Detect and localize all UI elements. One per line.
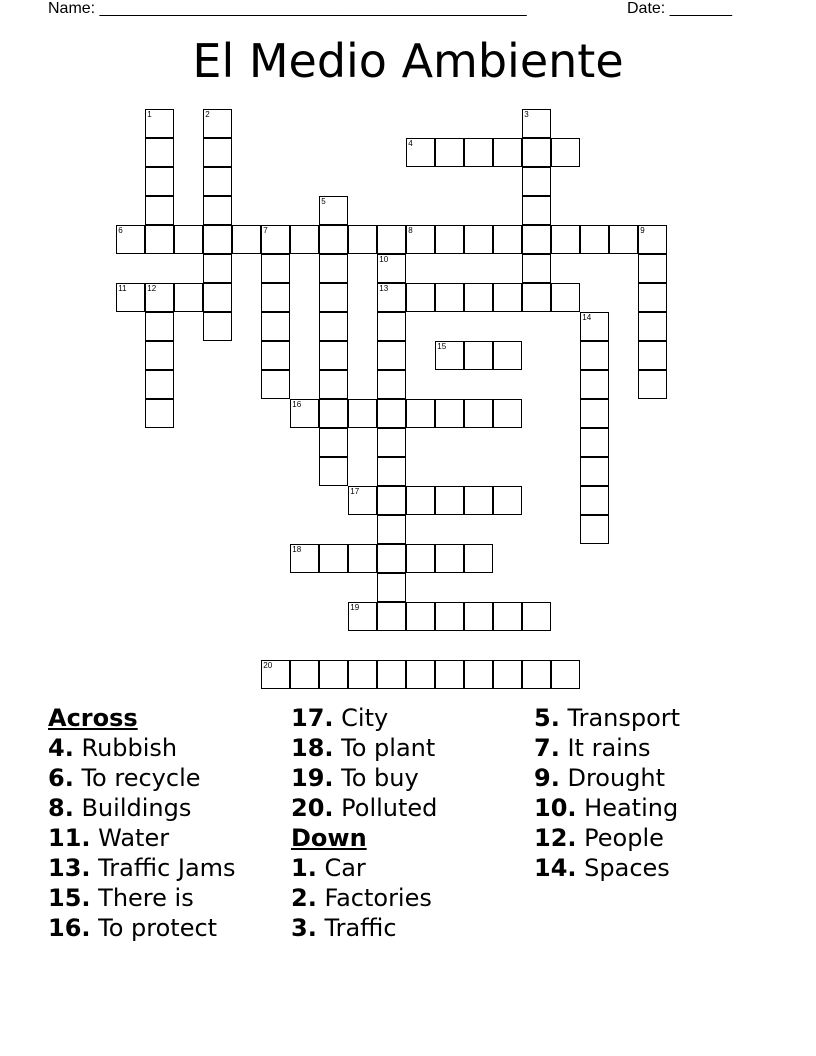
- grid-cell[interactable]: [145, 341, 174, 370]
- grid-cell[interactable]: [638, 283, 667, 312]
- cell-number: 9: [640, 226, 645, 236]
- grid-cell[interactable]: [406, 602, 435, 631]
- grid-cell[interactable]: [435, 399, 464, 428]
- grid-cell[interactable]: [464, 544, 493, 573]
- grid-cell[interactable]: [522, 167, 551, 196]
- grid-cell[interactable]: [203, 138, 232, 167]
- cell-number: 3: [524, 110, 529, 120]
- clue-across-11: 11. Water: [48, 824, 170, 852]
- grid-cell[interactable]: [377, 660, 406, 689]
- grid-cell[interactable]: [493, 399, 522, 428]
- grid-cell[interactable]: [406, 544, 435, 573]
- clue-across-16: 16. To protect: [48, 914, 218, 942]
- date-field-label[interactable]: Date: _______: [627, 0, 732, 17]
- cell-number: 16: [292, 400, 302, 410]
- grid-cell[interactable]: [377, 283, 406, 312]
- grid-cell[interactable]: [290, 399, 319, 428]
- grid-cell[interactable]: [377, 225, 406, 254]
- grid-cell[interactable]: [203, 109, 232, 138]
- cell-number: 20: [263, 661, 273, 671]
- grid-cell[interactable]: [580, 486, 609, 515]
- grid-cell[interactable]: [174, 225, 203, 254]
- grid-cell[interactable]: [203, 225, 232, 254]
- grid-cell[interactable]: [435, 660, 464, 689]
- grid-cell[interactable]: [290, 544, 319, 573]
- grid-cell[interactable]: [493, 660, 522, 689]
- cell-number: 19: [350, 603, 360, 613]
- grid-cell[interactable]: [116, 283, 145, 312]
- cell-number: 2: [205, 110, 210, 120]
- clues-column-2: [291, 703, 531, 943]
- grid-cell[interactable]: [377, 573, 406, 602]
- grid-cell[interactable]: [116, 225, 145, 254]
- grid-cell[interactable]: [493, 283, 522, 312]
- clue-across-18: 18. To plant: [291, 734, 436, 762]
- cell-number: 10: [379, 255, 389, 265]
- clue-down-12: 12. People: [534, 824, 664, 852]
- grid-cell[interactable]: [406, 283, 435, 312]
- grid-cell[interactable]: [522, 283, 551, 312]
- grid-cell[interactable]: [638, 370, 667, 399]
- grid-cell[interactable]: [348, 225, 377, 254]
- grid-cell[interactable]: [261, 370, 290, 399]
- grid-cell[interactable]: [145, 370, 174, 399]
- grid-cell[interactable]: [261, 254, 290, 283]
- grid-cell[interactable]: [522, 196, 551, 225]
- grid-cell[interactable]: [145, 167, 174, 196]
- grid-cell[interactable]: [319, 660, 348, 689]
- grid-cell[interactable]: [551, 138, 580, 167]
- grid-cell[interactable]: [493, 138, 522, 167]
- grid-cell[interactable]: [638, 254, 667, 283]
- clue-across-6: 6. To recycle: [48, 764, 201, 792]
- grid-cell[interactable]: [580, 428, 609, 457]
- clue-across-8: 8. Buildings: [48, 794, 192, 822]
- grid-cell[interactable]: [638, 225, 667, 254]
- grid-cell[interactable]: [406, 660, 435, 689]
- grid-cell[interactable]: [145, 283, 174, 312]
- grid-cell[interactable]: [377, 486, 406, 515]
- grid-cell[interactable]: [290, 660, 319, 689]
- grid-cell[interactable]: [203, 167, 232, 196]
- grid-cell[interactable]: [145, 399, 174, 428]
- grid-cell[interactable]: [464, 399, 493, 428]
- grid-cell[interactable]: [377, 602, 406, 631]
- grid-cell[interactable]: [348, 602, 377, 631]
- grid-cell[interactable]: [319, 370, 348, 399]
- cell-number: 1: [147, 110, 152, 120]
- grid-cell[interactable]: [551, 660, 580, 689]
- crossword-grid: [117, 110, 677, 700]
- grid-cell[interactable]: [580, 341, 609, 370]
- grid-cell[interactable]: [493, 602, 522, 631]
- grid-cell[interactable]: [377, 341, 406, 370]
- grid-cell[interactable]: [609, 225, 638, 254]
- grid-cell[interactable]: [435, 225, 464, 254]
- cell-number: 11: [118, 284, 127, 294]
- grid-cell[interactable]: [435, 486, 464, 515]
- grid-cell[interactable]: [580, 515, 609, 544]
- name-field-label[interactable]: Name: ________________________________________________: [48, 0, 527, 17]
- clue-across-19: 19. To buy: [291, 764, 419, 792]
- grid-cell[interactable]: [638, 312, 667, 341]
- grid-cell[interactable]: [319, 254, 348, 283]
- clue-down-3: 3. Traffic: [291, 914, 397, 942]
- grid-cell[interactable]: [464, 283, 493, 312]
- grid-cell[interactable]: [493, 341, 522, 370]
- grid-cell[interactable]: [522, 602, 551, 631]
- grid-cell[interactable]: [551, 225, 580, 254]
- clue-down-2: 2. Factories: [291, 884, 432, 912]
- cell-number: 13: [379, 284, 389, 294]
- grid-cell[interactable]: [406, 399, 435, 428]
- page-title: El Medio Ambiente: [192, 34, 624, 88]
- grid-cell[interactable]: [464, 486, 493, 515]
- cell-number: 17: [350, 487, 360, 497]
- clue-across-13: 13. Traffic Jams: [48, 854, 236, 882]
- grid-cell[interactable]: [145, 225, 174, 254]
- clues-column-1: [48, 703, 288, 943]
- grid-cell[interactable]: [319, 196, 348, 225]
- grid-cell[interactable]: [261, 341, 290, 370]
- grid-cell[interactable]: [319, 283, 348, 312]
- grid-cell[interactable]: [261, 660, 290, 689]
- grid-cell[interactable]: [232, 225, 261, 254]
- cell-number: 6: [118, 226, 123, 236]
- grid-cell[interactable]: [435, 283, 464, 312]
- grid-cell[interactable]: [261, 225, 290, 254]
- grid-cell[interactable]: [319, 225, 348, 254]
- grid-cell[interactable]: [203, 312, 232, 341]
- grid-cell[interactable]: [522, 109, 551, 138]
- grid-cell[interactable]: [319, 544, 348, 573]
- cell-number: 5: [321, 197, 326, 207]
- grid-cell[interactable]: [377, 399, 406, 428]
- grid-cell[interactable]: [145, 196, 174, 225]
- grid-cell[interactable]: [435, 602, 464, 631]
- grid-cell[interactable]: [261, 283, 290, 312]
- cell-number: 12: [147, 284, 157, 294]
- grid-cell[interactable]: [522, 254, 551, 283]
- clue-across-4: 4. Rubbish: [48, 734, 178, 762]
- grid-cell[interactable]: [464, 602, 493, 631]
- grid-cell[interactable]: [261, 312, 290, 341]
- clue-down-7: 7. It rains: [534, 734, 651, 762]
- grid-cell[interactable]: [348, 660, 377, 689]
- grid-cell[interactable]: [319, 428, 348, 457]
- grid-cell[interactable]: [319, 457, 348, 486]
- grid-cell[interactable]: [203, 196, 232, 225]
- grid-cell[interactable]: [580, 225, 609, 254]
- grid-cell[interactable]: [435, 341, 464, 370]
- grid-cell[interactable]: [406, 486, 435, 515]
- grid-cell[interactable]: [580, 399, 609, 428]
- grid-cell[interactable]: [464, 225, 493, 254]
- grid-cell[interactable]: [551, 283, 580, 312]
- grid-cell[interactable]: [638, 341, 667, 370]
- grid-cell[interactable]: [348, 399, 377, 428]
- clue-across-20: 20. Polluted: [291, 794, 438, 822]
- cell-number: 8: [408, 226, 413, 236]
- grid-cell[interactable]: [377, 254, 406, 283]
- grid-cell[interactable]: [464, 660, 493, 689]
- grid-cell[interactable]: [377, 544, 406, 573]
- grid-cell[interactable]: [522, 225, 551, 254]
- cell-number: 14: [582, 313, 592, 323]
- grid-cell[interactable]: [464, 138, 493, 167]
- grid-cell[interactable]: [377, 312, 406, 341]
- grid-cell[interactable]: [145, 312, 174, 341]
- grid-cell[interactable]: [580, 457, 609, 486]
- grid-cell[interactable]: [493, 225, 522, 254]
- grid-cell[interactable]: [348, 486, 377, 515]
- grid-cell[interactable]: [319, 341, 348, 370]
- clues-column-3: [534, 703, 774, 883]
- cell-number: 4: [408, 139, 413, 149]
- clue-across-17: 17. City: [291, 704, 389, 732]
- grid-cell[interactable]: [319, 312, 348, 341]
- clue-down-1: 1. Car: [291, 854, 366, 882]
- grid-cell[interactable]: [406, 138, 435, 167]
- grid-cell[interactable]: [174, 283, 203, 312]
- grid-cell[interactable]: [522, 138, 551, 167]
- clue-down-5: 5. Transport: [534, 704, 681, 732]
- grid-cell[interactable]: [377, 515, 406, 544]
- grid-cell[interactable]: [348, 544, 377, 573]
- grid-cell[interactable]: [522, 660, 551, 689]
- grid-cell[interactable]: [493, 486, 522, 515]
- grid-cell[interactable]: [290, 225, 319, 254]
- worksheet-header: [48, 0, 748, 20]
- grid-cell[interactable]: [377, 457, 406, 486]
- across-heading: Across: [48, 704, 138, 732]
- grid-cell[interactable]: [319, 399, 348, 428]
- clue-down-14: 14. Spaces: [534, 854, 670, 882]
- cell-number: 15: [437, 342, 447, 352]
- grid-cell[interactable]: [145, 109, 174, 138]
- grid-cell[interactable]: [377, 370, 406, 399]
- grid-cell[interactable]: [435, 544, 464, 573]
- grid-cell[interactable]: [464, 341, 493, 370]
- grid-cell[interactable]: [406, 225, 435, 254]
- grid-cell[interactable]: [377, 428, 406, 457]
- clue-across-15: 15. There is: [48, 884, 194, 912]
- cell-number: 18: [292, 545, 302, 555]
- grid-cell[interactable]: [203, 254, 232, 283]
- clue-down-9: 9. Drought: [534, 764, 666, 792]
- down-heading: Down: [291, 824, 367, 852]
- grid-cell[interactable]: [145, 138, 174, 167]
- grid-cell[interactable]: [580, 312, 609, 341]
- grid-cell[interactable]: [203, 283, 232, 312]
- clue-down-10: 10. Heating: [534, 794, 679, 822]
- grid-cell[interactable]: [580, 370, 609, 399]
- grid-cell[interactable]: [435, 138, 464, 167]
- cell-number: 7: [263, 226, 268, 236]
